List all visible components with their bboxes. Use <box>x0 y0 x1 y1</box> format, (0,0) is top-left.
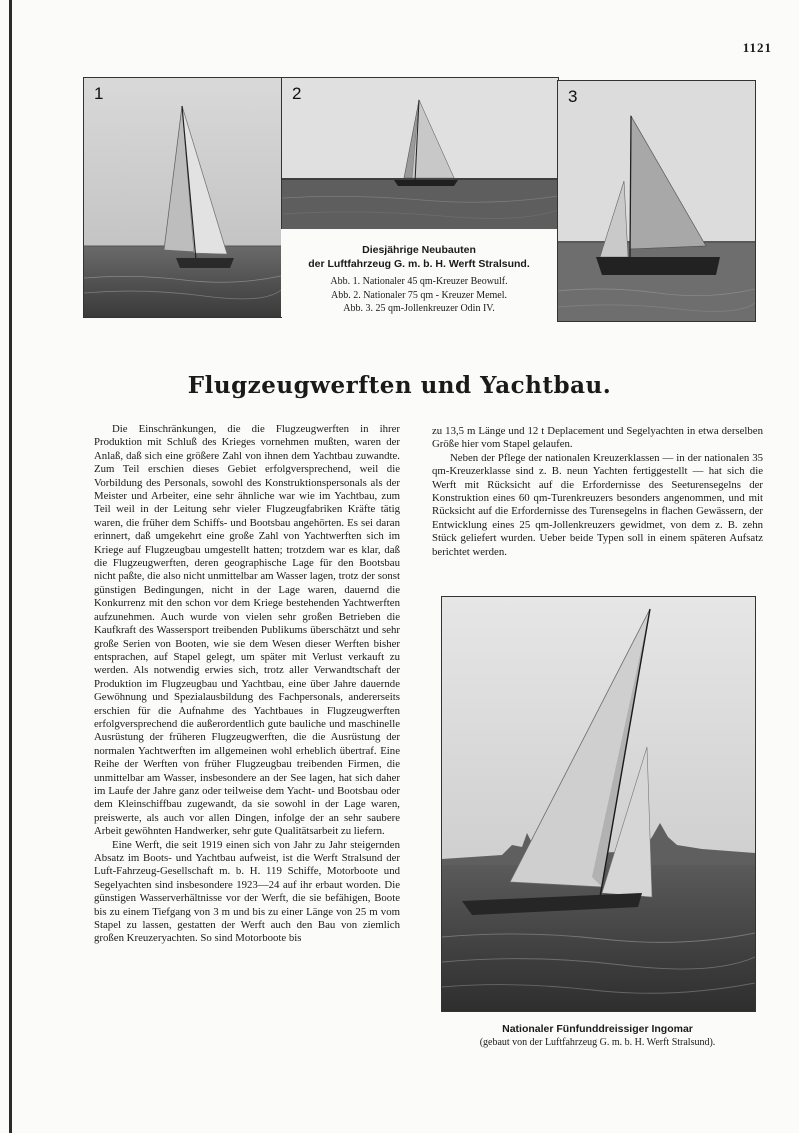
caption-title-line-1: Diesjährige Neubauten <box>362 244 476 256</box>
left-text-column <box>94 423 400 946</box>
paragraph: Neben der Pflege der nationalen Kreuzerklassen — in der nationalen 35 qm-Kreuzerklasse sind z. B. neun Yachten fertiggestellt — hat sich die Werft mit Rücksicht auf die Erfordernisse des Seeturensegelns der Konstruktion eines 60 qm-Turenkreuzers besonders angenommen, und mit Rücksicht auf die Erfordernisse des Turensegelns in flachen Gewässern, der Entwicklung eines 25 qm-Jollenkreuzers gewidmet, von dem z. B. zehn Stück geliefert wurden. Ueber beide Typen soll in einem späteren Aufsatz berichtet werden. <box>432 451 763 558</box>
paragraph: Eine Werft, die seit 1919 einen sich von Jahr zu Jahr steigernden Absatz im Boots- und Yachtbau aufweist, ist die Werft Stralsund der Luft-Fahrzeug-Gesellschaft m. b. H. 119 Schiffe, Motorboote und Segelyachten sind insbesondere 1923—24 auf ihr erbaut worden. Die günstigen Wasserverhältnisse vor der Werft, die sie befähigen, Boote bis zu einem Tiefgang von 3 m und bis zu einer Länge von 25 m vom Stapel zu lassen, gestatten der Werft auch den Bau von ziemlich großen Kreuzeryachten. So sind Motorboote bis <box>94 838 400 945</box>
photo-2-number: 2 <box>292 84 302 103</box>
photo-3 <box>557 80 756 322</box>
photo-2 <box>281 77 559 231</box>
paragraph: zu 13,5 m Länge und 12 t Deplacement und Segelyachten in etwa derselben Größe hier vom Stapel gelaufen. <box>432 425 763 451</box>
article-headline: Flugzeugwerften und Yachtbau. <box>187 372 612 399</box>
big-photo-caption <box>441 1022 754 1049</box>
big-caption-subtitle: (gebaut von der Luftfahrzeug G. m. b. H. Werft Stralsund). <box>479 1037 716 1048</box>
big-caption-title: Nationaler Fünfunddreissiger Ingomar <box>502 1023 693 1035</box>
top-photo-caption <box>281 229 557 317</box>
photo-ingomar-image <box>442 597 755 1011</box>
caption-line-3: Abb. 3. 25 qm-Jollenkreuzer Odin IV. <box>343 303 495 314</box>
paragraph: Die Einschränkungen, die die Flugzeugwerften in ihrer Produktion mit Schluß des Krieges vornehmen mußten, waren der Anlaß, daß sich eine größere Zahl von ihnen dem Yachtbau zuwandte. Zum Teil erschien dieses Gebiet erfolgversprechend, weil die Vorbildung des Personals, sowohl des Konstruktionspersonals als der Meister und Arbeiter, eine sehr ähnliche war wie im Yachtbau, zum Teil weil in der Leitung sehr vieler Flugzeugfabriken Kräfte tätig waren, die früher dem Schiffs- und Bootsbau angehörten. Es sei daran erinnert, daß umgekehrt eine große Zahl von Yachtwerften sich im Kriege auf Flugzeugbau umgestellt hatten; trotzdem war es klar, daß die Flugzeugwerften, deren geographische Lage für den Bootsbau nicht paßte, die also nicht unmittelbar am Wasser lagen, trotz der sonst günstigen Bedingungen, nicht in der Lage waren, dauernd die Konkurrenz mit den schon vor dem Kriege bestehenden Yachtwerften aufzunehmen. Auch wurde von vielen sehr großen Betrieben die Kaufkraft des Wassersport treibenden Publikums überschätzt und sehr große Serien von Booten, wie sie dem Wesen dieser Werften bisher entsprachen, auf Stapel gelegt, um später mit Verlust verkauft zu werden. Als notwendig erwies sich, trotz aller Verwandtschaft der Produktion im Flugzeugbau und Yachtbau, eine über Jahre dauernde Gewöhnung und Spezialausbildung des Fachpersonals, andererseits erschien für die Aufnahme des Yachtbaues in Flugzeugwerften erfolgversprechend die außerordentlich gute bauliche und maschinelle Ausrüstung der früheren Flugzeugwerften, die die Ausrüstung der normalen Yachtwerften im allgemeinen wohl erheblich übertraf. Eine Reihe der Werften von früher Flugzeugbau treibenden Firmen, die unmittelbar am Wasser, insbesondere an der See lagen, hat sich daher im Laufe der Jahre ganz oder teilweise dem Yacht- und Bootsbau oder dem Kleinschiffbau zugewandt, da sie sowohl in der Lage waren, preiswerte, als auch vor allen Dingen, infolge der an sehr saubere Arbeit gewöhnten Handwerker, sehr gute Qualitätsarbeit zu liefern. <box>94 423 400 838</box>
photo-1 <box>83 77 282 318</box>
photo-1-number: 1 <box>94 84 104 103</box>
caption-title-line-2: der Luftfahrzeug G. m. b. H. Werft Stralsund. <box>308 258 530 270</box>
caption-line-1: Abb. 1. Nationaler 45 qm-Kreuzer Beowulf. <box>330 276 508 287</box>
photo-2-image <box>282 78 558 230</box>
page-number: 1121 <box>742 40 772 55</box>
photo-ingomar <box>441 596 756 1012</box>
photo-3-number: 3 <box>568 87 578 106</box>
photo-1-image <box>84 78 281 317</box>
right-text-column <box>432 425 763 559</box>
page-binding-edge <box>9 0 12 1133</box>
caption-line-2: Abb. 2. Nationaler 75 qm - Kreuzer Memel. <box>330 289 508 301</box>
photo-3-image <box>558 81 755 321</box>
